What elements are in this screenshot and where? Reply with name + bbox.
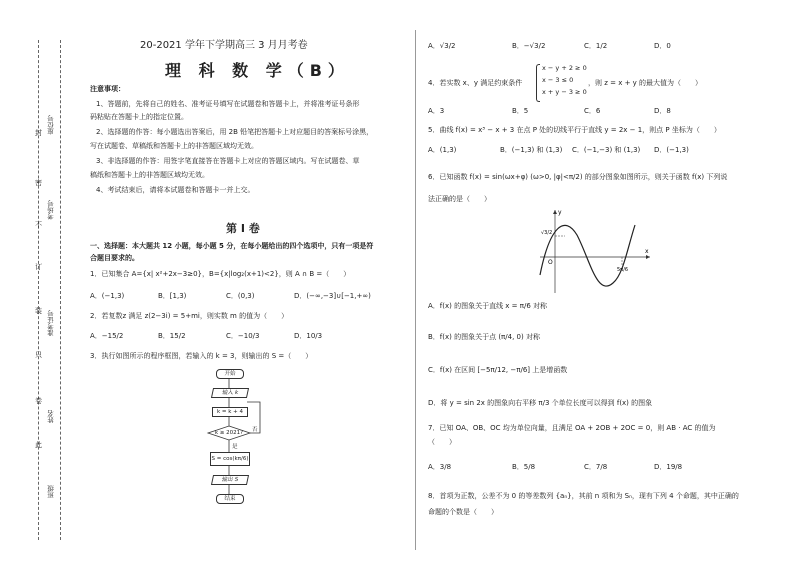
flow-start: 开始 <box>216 369 244 379</box>
q7-option-d: D．19/8 <box>654 463 683 471</box>
notice-line: 写在试题卷、草稿纸和答题卡上的非答题区域均无效。 <box>90 142 258 150</box>
q3-stem: 3．执行如图所示的程序框图，若输入的 k = 3，则输出的 S =（ ） <box>90 352 313 360</box>
label-admission-number: 准考证号 <box>47 310 55 336</box>
q7-stem-b: （ ） <box>428 438 456 446</box>
flow-decision-diamond <box>208 426 250 440</box>
seal-char: 此 <box>35 441 42 449</box>
graph-origin-label: O <box>548 259 553 266</box>
label-seat-number: 座位号 <box>47 115 55 135</box>
part1-line1: 一、选择题：本大题共 12 小题，每小题 5 分，在每小题给出的四个选项中，只有一项是符 <box>90 242 374 250</box>
label-exam-room: 考场号 <box>47 200 55 220</box>
q3-option-d: D．0 <box>654 42 671 50</box>
q4-condition-3: x + y − 3 ≥ 0 <box>542 88 587 96</box>
q4-stem-b: ，则 z = x + y 的最大值为（ ） <box>588 79 703 87</box>
notice-line: 3、非选择题的作答：用签字笔直接答在答题卡上对应的答题区域内。写在试题卷、草 <box>96 157 360 165</box>
q6-stem-a: 6．已知函数 f(x) = sin(ωx+φ) (ω>0, |φ|<π/2) 的部分图象如图所示，则关于函数 f(x) 下列说 <box>428 173 728 181</box>
graph-5pi6-label: 5π/6 <box>617 267 629 273</box>
q4-option-a: A．3 <box>428 107 445 115</box>
q3-option-b: B．−√3/2 <box>512 42 546 50</box>
notice-line: 码粘贴在答题卡上的指定位置。 <box>90 113 188 121</box>
q3-option-a: A．√3/2 <box>428 42 456 50</box>
notice-heading: 注意事项： <box>90 85 125 93</box>
seal-char: 卷 <box>35 397 42 405</box>
q6-option-d: D．将 y = sin 2x 的图象向右平移 π/3 个单位长度可以得到 f(x) 的图象 <box>428 399 653 407</box>
notice-line: 1、答题前，先将自己的姓名、准考证号填写在试题卷和答题卡上，并将准考证号条形 <box>96 100 360 108</box>
label-class: 班级 <box>47 485 55 498</box>
q7-option-c: C．7/8 <box>584 463 608 471</box>
notice-line: 稿纸和答题卡上的非答题区域均无效。 <box>90 171 209 179</box>
q8-stem-a: 8．首项为正数，公差不为 0 的等差数列 {aₙ}，其前 n 项和为 Sₙ，现有下列 4 个命题，其中正确的 <box>428 492 739 500</box>
q7-option-a: A．3/8 <box>428 463 452 471</box>
paper-title: 理 科 数 学（B） <box>165 61 350 80</box>
q1-option-d: D．(−∞,−3]∪[−1,+∞) <box>294 292 371 300</box>
q2-stem: 2．若复数z 满足 z(2−3i) = 5+mi，则实数 m 的值为（ ） <box>90 312 289 320</box>
q6-option-b: B．f(x) 的图象关于点 (π/4, 0) 对称 <box>428 333 540 341</box>
flow-decision: k ≥ 2021? <box>208 426 250 440</box>
q2-option-c: C．−10/3 <box>226 332 260 340</box>
notice-line: 2、选择题的作答：每小题选出答案后，用 2B 铅笔把答题卡上对应题目的答案标号涂黑， <box>96 128 374 136</box>
q3-option-c: C．1/2 <box>584 42 608 50</box>
q7-stem-a: 7．已知 OA、OB、OC 均为单位向量，且满足 OA + 2OB + 2OC = 0，则 AB · AC 的值为 <box>428 424 716 432</box>
seal-char: 订 <box>35 263 42 271</box>
graph-sqrt3-label: √3/2 <box>541 230 553 236</box>
seal-char: 密 <box>35 179 42 187</box>
q1-stem: 1．已知集合 A={x| x²+2x−3≥0}，B={x|log₂(x+1)<2}，则 A ∩ B =（ ） <box>90 270 351 278</box>
notice-line: 4、考试结束后，请将本试题卷和答题卡一并上交。 <box>96 186 255 194</box>
q4-condition-1: x − y + 2 ≥ 0 <box>542 64 587 72</box>
q1-option-a: A．(−1,3) <box>90 292 125 300</box>
graph-x-label: x <box>645 248 649 255</box>
seal-char: 不 <box>35 221 42 229</box>
seal-char: 只 <box>35 351 42 359</box>
q5-option-b: B．(−1,3) 和 (1,3) <box>500 146 563 154</box>
q5-option-d: D．(−1,3) <box>654 146 689 154</box>
q1-option-b: B．[1,3) <box>158 292 187 300</box>
binding-line-outer <box>38 40 39 540</box>
flow-input: 输入 k <box>211 388 249 398</box>
q6-stem-b: 法正确的是（ ） <box>428 195 491 203</box>
q8-stem-b: 命题的个数是（ ） <box>428 508 498 516</box>
q7-option-b: B．5/8 <box>512 463 536 471</box>
year-title: 20-2021 学年下学期高三 3 月月考卷 <box>140 40 308 51</box>
flow-output: 输出 S <box>211 475 249 485</box>
q4-option-d: D．8 <box>654 107 671 115</box>
part1-line2: 合题目要求的。 <box>90 254 139 262</box>
seal-char: 封 <box>35 129 42 137</box>
flow-yes-label: 是 <box>232 444 238 450</box>
q2-option-d: D．10/3 <box>294 332 323 340</box>
flowchart-connectors <box>200 365 280 510</box>
q4-option-c: C．6 <box>584 107 601 115</box>
q5-option-c: C．(−1,−3) 和 (1,3) <box>572 146 641 154</box>
q6-option-c: C．f(x) 在区间 [−5π/12, −π/6] 上是增函数 <box>428 366 568 374</box>
column-divider <box>415 30 416 550</box>
q4-brace <box>536 64 540 102</box>
flow-end: 结束 <box>216 494 244 504</box>
q5-stem: 5．曲线 f(x) = x³ − x + 3 在点 P 处的切线平行于直线 y = 2x − 1，则点 P 坐标为（ ） <box>428 126 721 134</box>
graph-y-label: y <box>558 209 562 216</box>
q1-option-c: C．(0,3) <box>226 292 255 300</box>
q6-option-a: A．f(x) 的图象关于直线 x = π/6 对称 <box>428 302 548 310</box>
flow-assign-s: S = cos(kπ/6) <box>210 452 250 466</box>
q5-option-a: A．(1,3) <box>428 146 457 154</box>
section-title: 第 Ⅰ 卷 <box>226 222 260 235</box>
flow-no-label: 否 <box>252 427 258 433</box>
binding-line-inner <box>60 40 61 540</box>
q4-option-b: B．5 <box>512 107 529 115</box>
seal-char: 装 <box>35 307 42 315</box>
q2-option-a: A．−15/2 <box>90 332 124 340</box>
q4-stem-a: 4．若实数 x、y 满足约束条件 <box>428 79 523 87</box>
q6-sine-graph <box>535 205 655 295</box>
label-name: 姓名 <box>47 410 55 423</box>
q4-condition-2: x − 3 ≤ 0 <box>542 76 574 84</box>
q2-option-b: B．15/2 <box>158 332 186 340</box>
flow-process: k = k + 4 <box>212 407 248 417</box>
